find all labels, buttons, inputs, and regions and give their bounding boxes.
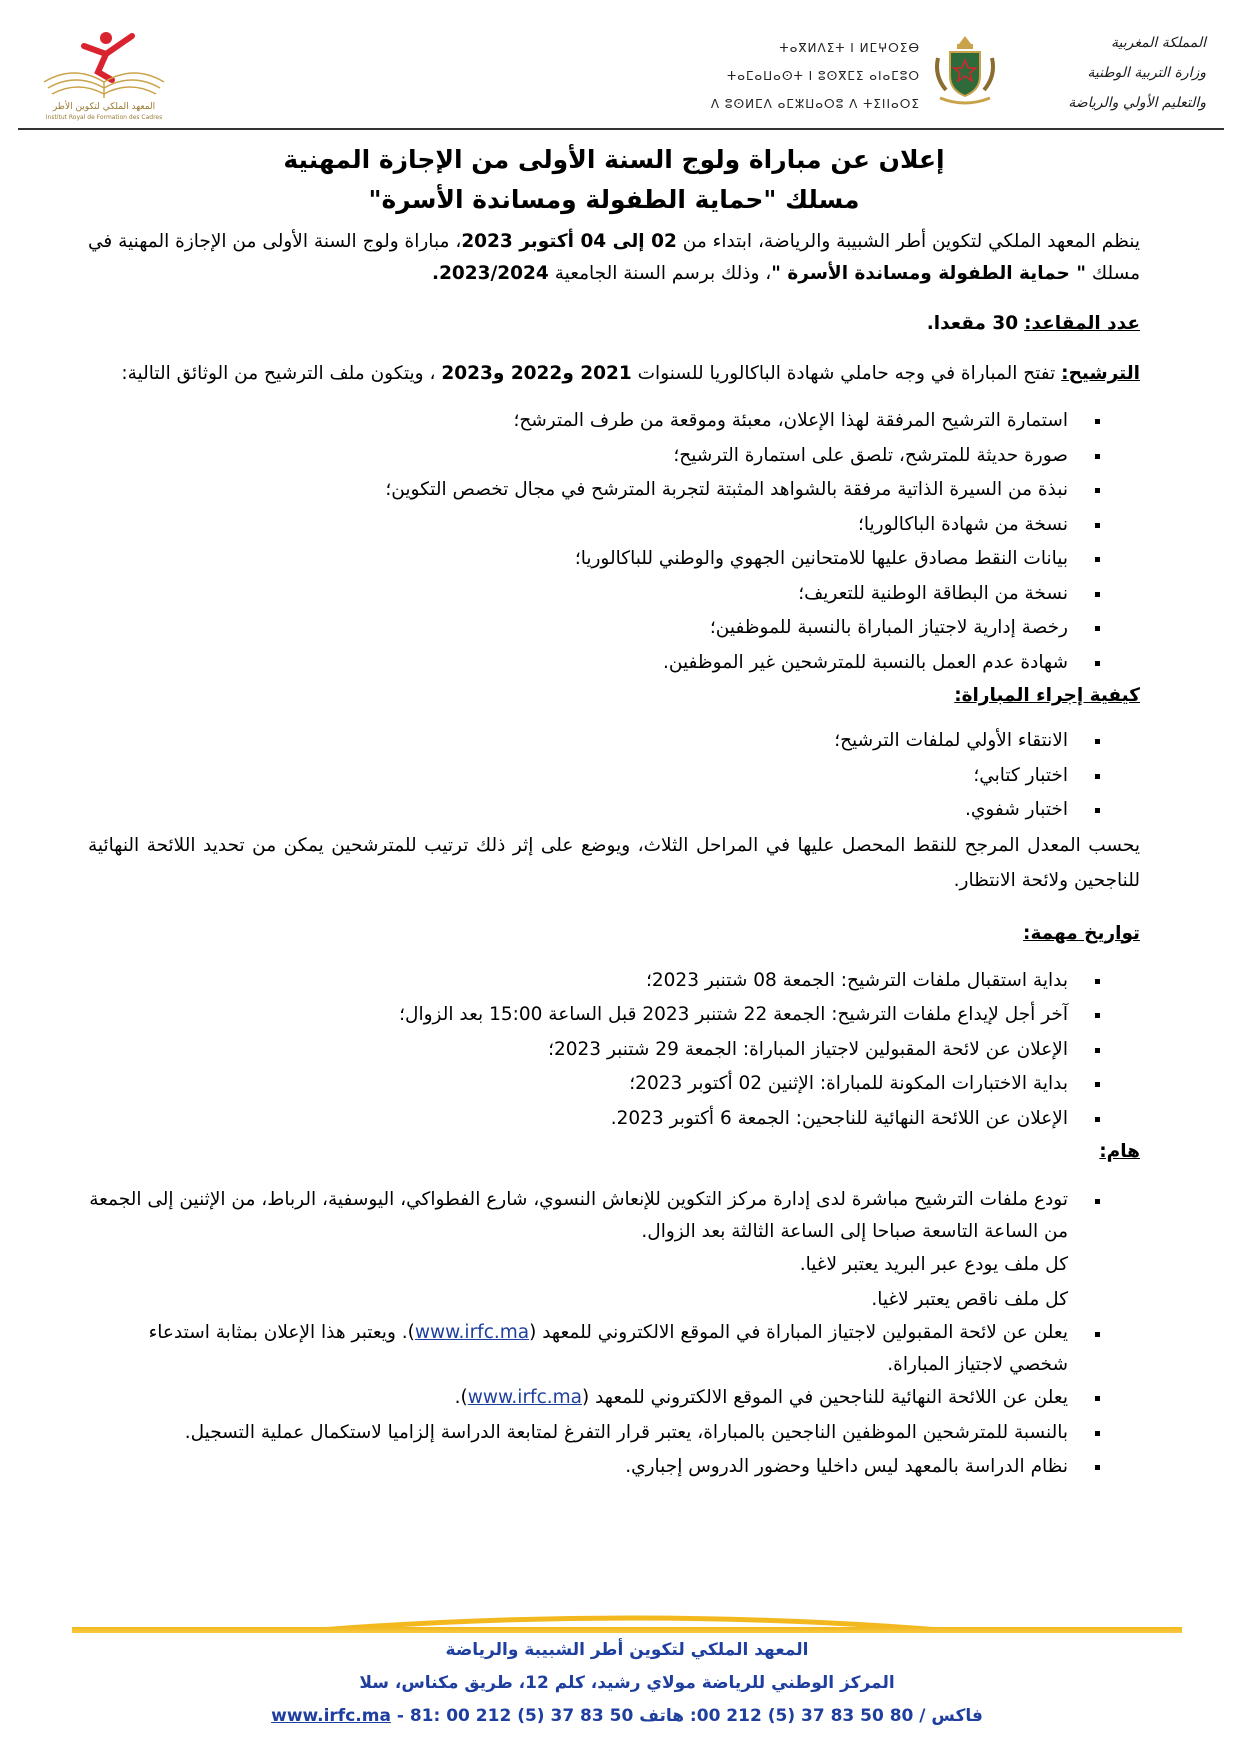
procedure-heading [88,680,1140,712]
document-header [20,20,1222,125]
ministry-line: وزارة التربية الوطنية [1087,65,1206,81]
intro-text: ، مباراة ولوج السنة الأولى من الإجازة المهنية في مسلك [88,231,1140,284]
procedure-note: يحسب المعدل المرجح للنقط المحصل عليها في المراحل الثلاث، ويوضع على إثر ذلك ترتيب للمترشحين يمكن من تحديد اللائحة النهائية للناجحين ولائحة الانتظار. [88,834,1140,891]
list-item: استمارة الترشيح المرفقة لهذا الإعلان، معبئة وموقعة من طرف المترشح؛ [88,404,1140,439]
list-item: آخر أجل لإيداع ملفات الترشيح: الجمعة 22 شتنبر 2023 قبل الساعة 15:00 بعد الزوال؛ [88,998,1140,1033]
ministry-line: والتعليم الأولي والرياضة [1068,95,1206,111]
list-item [88,1317,1140,1381]
logo-subtext: Institut Royal de Formation des Cadres [45,114,163,121]
dates-list [88,964,1140,1137]
list-item-text: يعلن عن اللائحة النهائية للناجحين في الموقع الالكتروني للمعهد ( [581,1387,1068,1408]
list-item: نسخة من شهادة الباكالوريا؛ [88,508,1140,543]
dates-label: تواريخ مهمة: [1023,922,1140,944]
list-item: بداية الاختبارات المكونة للمباراة: الإثنين 02 أكتوبر 2023؛ [88,1067,1140,1102]
ministry-line: المملكة المغربية [1110,35,1206,51]
list-item: تودع ملفات الترشيح مباشرة لدى إدارة مركز التكوين للإنعاش النسوي، شارع الفطواكي، اليوسفية، الرباط، من الإثنين إلى الجمعة من الساعة التاسعة صباحا إلى الساعة الثالثة بعد الزوال. [88,1184,1140,1248]
list-item: بيانات النقط مصادق عليها للامتحانين الجهوي والوطني للباكالوريا؛ [88,542,1140,577]
seats-value: 30 مقعدا. [926,313,1019,334]
procedure-list [88,724,1140,828]
list-item: بالنسبة للمترشحين الموظفين الناجحين بالمباراة، يعتبر قرار التفرغ لمتابعة الدراسة إلزاميا لاستكمال عملية التسجيل. [88,1416,1140,1451]
list-item: اختبار كتابي؛ [88,759,1140,794]
important-heading [88,1136,1140,1168]
ministry-tz-line: ⵜⴰⴳⵍⴷⵉⵜ ⵏ ⵍⵎⵖⵔⵉⴱ [779,41,920,55]
intro-text: ينظم المعهد الملكي لتكوين أطر الشبيبة والرياضة، ابتداء من [676,231,1140,252]
important-list [88,1184,1140,1485]
footer-contact: فاكس / 00 212 (5) 37 83 50 80: هاتف 81: 00 212 (5) 37 83 50 - www.irfc.ma [271,1706,983,1726]
irfc-logo [34,24,174,124]
announcement-body [88,140,1140,1485]
intro-dates: 02 إلى 04 أكتوبر 2023 [461,231,677,252]
ministry-tz-line: ⵜⴰⵎⴰⵡⴰⵙⵜ ⵏ ⵓⵙⴳⵎⵉ ⴰⵏⴰⵎⵓⵔ [726,69,920,83]
website-link[interactable]: www.irfc.ma [414,1322,530,1343]
fax-label: فاكس / [913,1706,983,1726]
footer-website-link[interactable]: www.irfc.ma [271,1706,391,1726]
intro-text: ، وذلك برسم السنة الجامعية [548,263,772,284]
list-item: كل ملف ناقص يعتبر لاغيا. [871,1288,1068,1310]
list-item: نظام الدراسة بالمعهد ليس داخليا وحضور الدروس إجباري. [88,1450,1140,1485]
candidacy-text: ، ويتكون ملف الترشيح من الوثائق التالية: [121,363,442,384]
list-item-text: يعلن عن لائحة المقبولين لاجتياز المباراة في الموقع الالكتروني للمعهد ( [529,1322,1068,1343]
candidacy-text: تفتح المباراة في وجه حاملي شهادة الباكالوريا للسنوات [631,363,1062,384]
list-item [88,1381,1140,1416]
document-footer [72,1634,1182,1733]
dates-heading [88,918,1140,950]
website-link[interactable]: www.irfc.ma [467,1387,582,1408]
procedure-label: كيفية إجراء المباراة: [954,685,1140,706]
list-item: نسخة من البطاقة الوطنية للتعريف؛ [88,577,1140,612]
list-item: شهادة عدم العمل بالنسبة للمترشحين غير الموظفين. [88,646,1140,681]
candidacy-label: الترشيح: [1061,363,1140,384]
footer-divider [72,1627,1182,1633]
list-item: كل ملف يودع عبر البريد يعتبر لاغيا. [799,1254,1068,1275]
royal-emblem-icon [930,32,1000,110]
documents-list [88,404,1140,680]
phone-number: 81: 00 212 (5) 37 83 50 [409,1706,634,1726]
announcement-subtitle: مسلك "حماية الطفولة ومساندة الأسرة" [368,185,860,214]
list-item: الإعلان عن لائحة المقبولين لاجتياز المباراة: الجمعة 29 شتنبر 2023؛ [88,1033,1140,1068]
list-item: صورة حديثة للمترشح، تلصق على استمارة الترشيح؛ [88,439,1140,474]
list-item: بداية استقبال ملفات الترشيح: الجمعة 08 شتنبر 2023؛ [88,964,1140,999]
fax-number: 00 212 (5) 37 83 50 80 [696,1706,914,1726]
list-item-text: ). [454,1387,468,1408]
ministry-name-arabic [1016,28,1206,118]
candidacy-years: 2021 و2022 و2023 [441,363,632,384]
list-item: رخصة إدارية لاجتياز المباراة بالنسبة للموظفين؛ [88,611,1140,646]
list-item: اختبار شفوي. [88,793,1140,828]
ministry-name-tifinagh [710,34,920,118]
intro-paragraph [88,226,1140,290]
intro-year: 2023/2024. [432,263,549,284]
phone-label: : هاتف [633,1706,697,1726]
intro-track: " حماية الطفولة ومساندة الأسرة " [771,263,1086,284]
list-item: نبذة من السيرة الذاتية مرفقة بالشواهد المثبتة لتجربة المترشح في مجال تخصص التكوين؛ [88,473,1140,508]
logo-text: المعهد الملكي لتكوين الأطر [52,102,156,112]
footer-institute: المعهد الملكي لتكوين أطر الشبيبة والرياضة [445,1640,809,1660]
candidacy-paragraph [88,358,1140,390]
announcement-title: إعلان عن مباراة ولوج السنة الأولى من الإجازة المهنية [283,145,945,174]
footer-address: المركز الوطني للرياضة مولاي رشيد، كلم 12، طريق مكناس، سلا [359,1673,895,1693]
list-item: الإعلان عن اللائحة النهائية للناجحين: الجمعة 6 أكتوبر 2023. [88,1102,1140,1137]
seats-line [88,308,1140,340]
header-divider [18,128,1224,130]
list-item: الانتقاء الأولي لملفات الترشيح؛ [88,724,1140,759]
list-item-text: ). ويعتبر هذا الإعلان بمثابة استدعاء شخصي لاجتياز المباراة. [148,1322,1068,1375]
important-label: هام: [1099,1141,1140,1162]
seats-label: عدد المقاعد: [1024,313,1140,334]
ministry-tz-line: ⴷ ⵓⵙⵍⵎⴷ ⴰⵎⵣⵡⴰⵔⵓ ⴷ ⵜⵉⵏⵏⴰⵔⵉ [710,97,920,111]
